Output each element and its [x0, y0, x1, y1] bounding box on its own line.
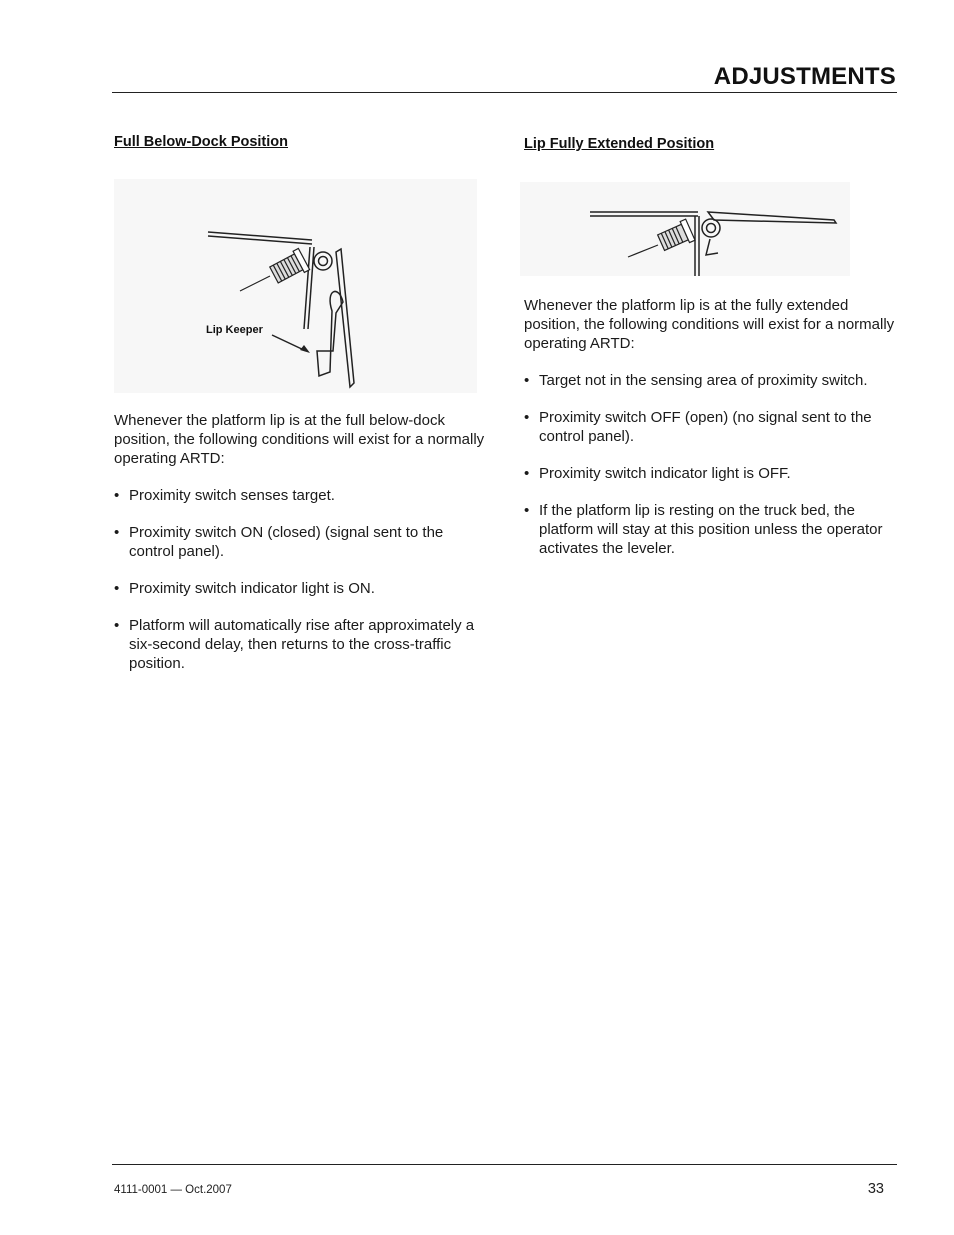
- list-item: • Proximity switch senses target.: [114, 486, 486, 505]
- footer-doc-number: 4111-0001 — Oct.2007: [114, 1184, 232, 1196]
- below-dock-diagram: [114, 179, 477, 393]
- right-column: [524, 136, 896, 576]
- header-rule: [112, 92, 897, 93]
- right-intro-paragraph: Whenever the platform lip is at the fully extended position, the following conditions will exist for a normally operating ARTD:: [524, 297, 895, 352]
- left-column: [114, 134, 486, 691]
- left-bullet-list: [114, 486, 486, 673]
- right-bullet-list: [524, 371, 896, 558]
- footer-rule: [112, 1164, 897, 1165]
- list-item: • Proximity switch indicator light is ON.: [114, 579, 486, 598]
- page-title: ADJUSTMENTS: [713, 63, 896, 90]
- page-number: 33: [867, 1181, 884, 1197]
- lip-extended-diagram: [520, 182, 850, 276]
- list-item: • If the platform lip is resting on the truck bed, the platform will stay at this position unless the operator activates the leveler.: [524, 501, 896, 558]
- left-intro-paragraph: Whenever the platform lip is at the full below-dock position, the following conditions will exist for a normally operating ARTD:: [114, 412, 485, 467]
- section-heading-lip-extended: Lip Fully Extended Position: [524, 136, 715, 152]
- list-item: • Proximity switch indicator light is OFF.: [524, 464, 896, 483]
- list-item: • Proximity switch OFF (open) (no signal sent to the control panel).: [524, 408, 896, 446]
- section-heading-below-dock: Full Below-Dock Position: [114, 134, 289, 150]
- list-item: • Proximity switch ON (closed) (signal sent to the control panel).: [114, 523, 486, 561]
- list-item: • Platform will automatically rise after approximately a six-second delay, then returns to the cross-traffic position.: [114, 616, 486, 673]
- list-item: • Target not in the sensing area of proximity switch.: [524, 371, 896, 390]
- lip-keeper-label: Lip Keeper: [206, 324, 263, 336]
- lip-extended-illustration: [520, 182, 850, 276]
- below-dock-illustration: [114, 179, 477, 393]
